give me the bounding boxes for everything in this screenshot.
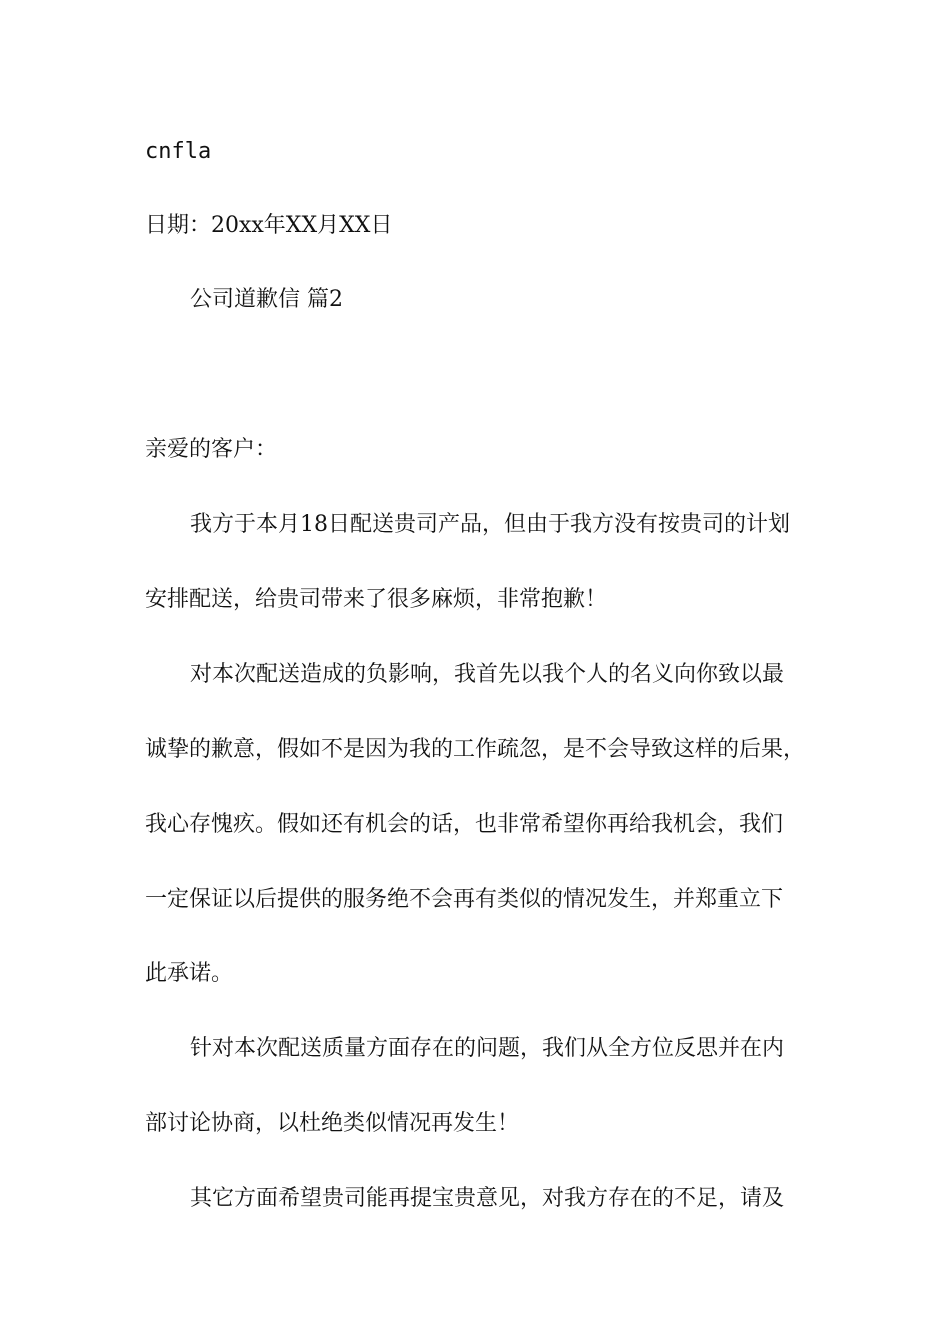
- date-line: 日期：20xx年XX月XX日: [145, 213, 393, 238]
- paragraph-line: 我心存愧疚。假如还有机会的话，也非常希望你再给我机会，我们: [145, 812, 784, 837]
- section-title: 公司道歉信 篇2: [190, 287, 343, 312]
- paragraph-line: 一定保证以后提供的服务绝不会再有类似的情况发生，并郑重立下: [145, 887, 784, 912]
- paragraph-line: 其它方面希望贵司能再提宝贵意见，对我方存在的不足，请及: [190, 1186, 785, 1211]
- paragraph-line: 诚挚的歉意，假如不是因为我的工作疏忽，是不会导致这样的后果，: [145, 737, 806, 762]
- paragraph-line: 对本次配送造成的负影响，我首先以我个人的名义向你致以最: [190, 662, 785, 687]
- paragraph-line: 我方于本月18日配送贵司产品，但由于我方没有按贵司的计划: [190, 512, 790, 537]
- paragraph-line: 安排配送，给贵司带来了很多麻烦，非常抱歉！: [145, 587, 608, 612]
- paragraph-line: 部讨论协商，以杜绝类似情况再发生！: [145, 1111, 520, 1136]
- salutation: 亲爱的客户：: [145, 437, 278, 462]
- paragraph-line: 此承诺。: [145, 961, 234, 986]
- sender-name: cnfla: [145, 139, 212, 164]
- paragraph-line: 针对本次配送质量方面存在的问题，我们从全方位反思并在内: [190, 1036, 785, 1061]
